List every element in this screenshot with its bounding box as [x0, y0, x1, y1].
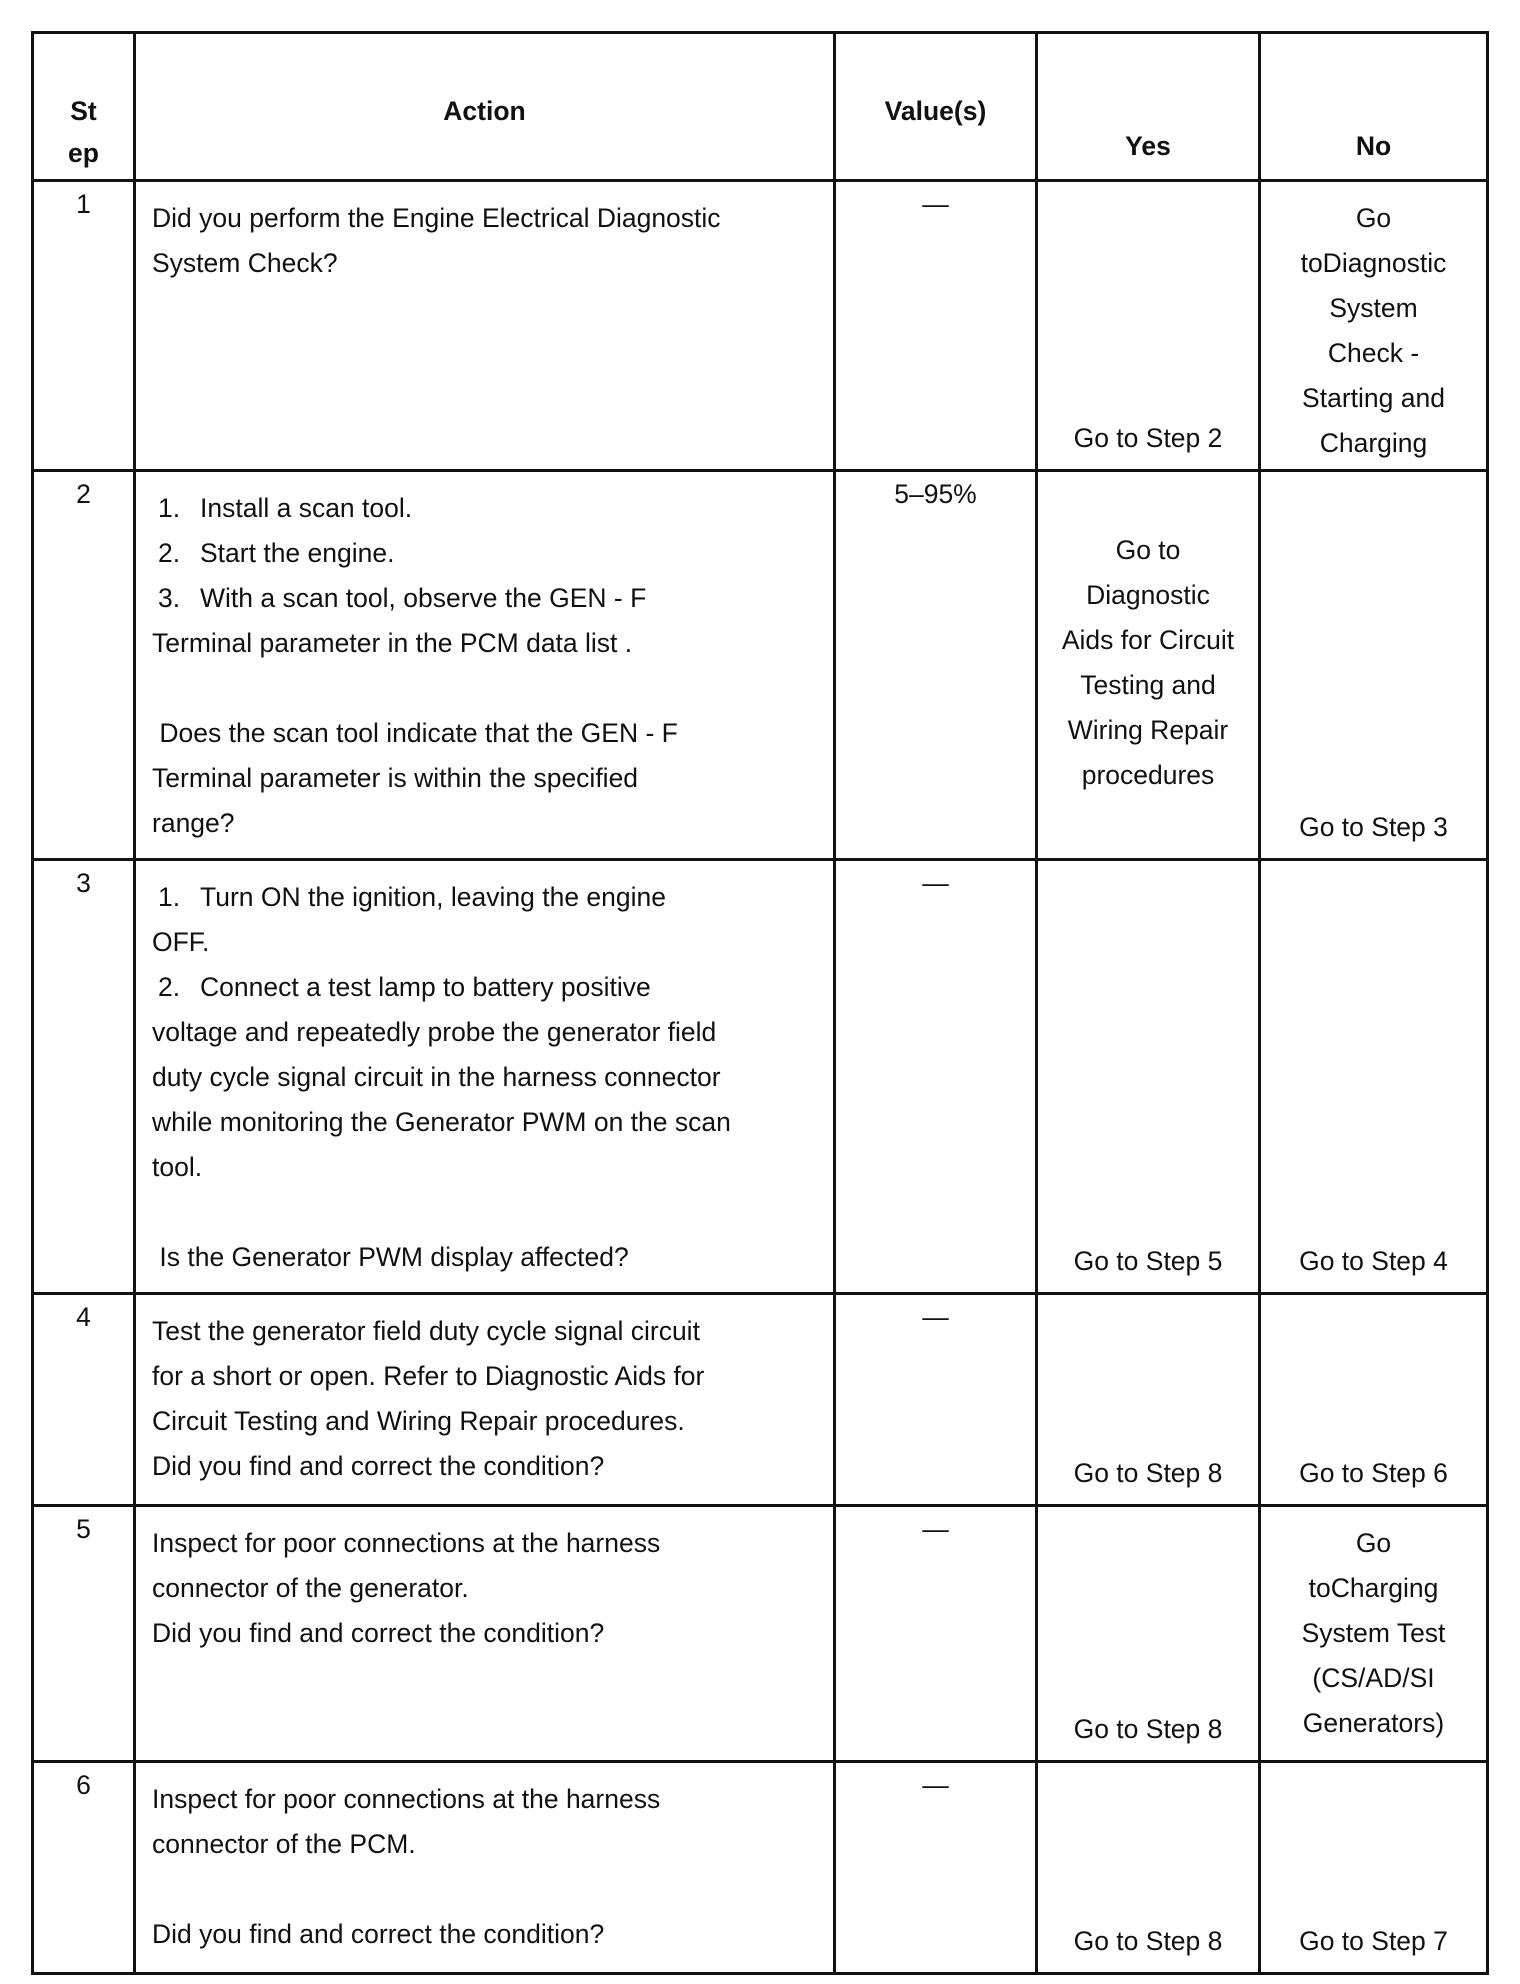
table-row — [33, 471, 1488, 860]
action-cell — [135, 1762, 835, 1974]
no-cell — [1260, 1294, 1488, 1506]
no-line[interactable]: Generators) — [1302, 1708, 1445, 1738]
no-line[interactable]: System — [1329, 293, 1418, 323]
action-line: System Check? — [152, 248, 338, 278]
step-index: 3. — [158, 583, 181, 613]
no-cell — [1260, 1506, 1488, 1762]
action-line: duty cycle signal circuit in the harness connector — [152, 1062, 721, 1092]
header-step-line: St — [70, 96, 97, 126]
action-line: tool. — [152, 1152, 203, 1182]
action-line: Inspect for poor connections at the harness — [152, 1784, 661, 1814]
step-number: 3 — [33, 860, 135, 1294]
yes-link[interactable]: Go to Step 5 — [1073, 1246, 1223, 1276]
value-cell: — — [835, 181, 1037, 471]
yes-link[interactable]: Go to Step 8 — [1073, 1714, 1223, 1744]
action-cell — [135, 471, 835, 860]
value-cell: 5–95% — [835, 471, 1037, 860]
no-line[interactable]: Go — [1355, 203, 1392, 233]
question-line: Did you find and correct the condition? — [152, 1451, 605, 1481]
no-line[interactable]: Check - — [1327, 338, 1420, 368]
action-line: With a scan tool, observe the GEN - F — [200, 583, 647, 613]
question-line: range? — [152, 808, 235, 838]
action-step — [152, 875, 815, 965]
no-line[interactable]: (CS/AD/SI — [1312, 1663, 1435, 1693]
diagnostic-table — [31, 31, 1489, 1975]
no-line[interactable]: toCharging — [1308, 1573, 1439, 1603]
action-line: Install a scan tool. — [200, 493, 413, 523]
action-step — [152, 531, 815, 576]
yes-cell — [1037, 181, 1260, 471]
question-line: Is the Generator PWM display affected? — [152, 1242, 629, 1272]
header-yes: Yes — [1037, 33, 1260, 181]
action-line: Test the generator field duty cycle signal circuit — [152, 1316, 700, 1346]
action-step — [152, 965, 815, 1190]
action-line: while monitoring the Generator PWM on the scan — [152, 1107, 731, 1137]
no-line[interactable]: Starting and — [1302, 383, 1445, 413]
action-line: Terminal parameter in the PCM data list . — [152, 628, 633, 658]
no-line[interactable]: Go — [1355, 1528, 1392, 1558]
step-index: 1. — [158, 882, 181, 912]
no-link[interactable]: Go to Step 7 — [1299, 1926, 1448, 1956]
step-number: 4 — [33, 1294, 135, 1506]
value-cell: — — [835, 860, 1037, 1294]
yes-cell — [1037, 1294, 1260, 1506]
action-step — [152, 486, 815, 531]
table-row — [33, 860, 1488, 1294]
action-step — [152, 576, 815, 666]
no-line[interactable]: Charging — [1319, 428, 1428, 458]
action-line: for a short or open. Refer to Diagnostic Aids for — [152, 1361, 705, 1391]
step-number: 2 — [33, 471, 135, 860]
header-values: Value(s) — [835, 33, 1037, 181]
no-link[interactable]: Go to Step 4 — [1299, 1246, 1448, 1276]
action-line: Start the engine. — [200, 538, 395, 568]
yes-cell — [1037, 1506, 1260, 1762]
value-cell: — — [835, 1294, 1037, 1506]
header-row — [33, 33, 1488, 181]
header-step-line: ep — [68, 138, 99, 168]
action-cell — [135, 1506, 835, 1762]
step-index: 2. — [158, 538, 181, 568]
value-cell: — — [835, 1762, 1037, 1974]
no-line[interactable]: toDiagnostic — [1300, 248, 1447, 278]
no-link[interactable]: Go to Step 6 — [1299, 1458, 1448, 1488]
action-line: OFF. — [152, 927, 210, 957]
table-row — [33, 181, 1488, 471]
no-cell — [1260, 471, 1488, 860]
step-index: 1. — [158, 493, 181, 523]
action-line: Connect a test lamp to battery positive — [200, 972, 651, 1002]
question-line: Did you find and correct the condition? — [152, 1919, 605, 1949]
action-line: connector of the generator. — [152, 1573, 469, 1603]
yes-line[interactable]: Wiring Repair — [1067, 715, 1229, 745]
step-index: 2. — [158, 972, 181, 1002]
question-line: Did you find and correct the condition? — [152, 1618, 605, 1648]
step-number: 1 — [33, 181, 135, 471]
yes-line[interactable]: procedures — [1081, 760, 1215, 790]
no-cell — [1260, 1762, 1488, 1974]
yes-line[interactable]: Aids for Circuit — [1061, 625, 1235, 655]
yes-line[interactable]: Diagnostic — [1086, 580, 1210, 610]
yes-line[interactable]: Testing and — [1080, 670, 1216, 700]
header-no: No — [1260, 33, 1488, 181]
no-line[interactable]: System Test — [1301, 1618, 1446, 1648]
action-line: voltage and repeatedly probe the generator field — [152, 1017, 717, 1047]
header-action: Action — [135, 33, 835, 181]
action-line: Did you perform the Engine Electrical Diagnostic — [152, 203, 721, 233]
yes-link[interactable]: Go to Step 2 — [1073, 423, 1223, 453]
value-cell: — — [835, 1506, 1037, 1762]
action-line: Inspect for poor connections at the harness — [152, 1528, 661, 1558]
header-step — [33, 33, 135, 181]
question-line: Does the scan tool indicate that the GEN - F — [152, 718, 678, 748]
no-cell — [1260, 181, 1488, 471]
step-number: 6 — [33, 1762, 135, 1974]
action-steps — [152, 486, 815, 666]
no-cell — [1260, 860, 1488, 1294]
table-row — [33, 1762, 1488, 1974]
yes-link[interactable]: Go to Step 8 — [1073, 1926, 1223, 1956]
action-line: Circuit Testing and Wiring Repair procedures. — [152, 1406, 685, 1436]
step-number: 5 — [33, 1506, 135, 1762]
action-line: connector of the PCM. — [152, 1829, 416, 1859]
action-cell — [135, 860, 835, 1294]
table-row — [33, 1294, 1488, 1506]
no-link[interactable]: Go to Step 3 — [1299, 812, 1448, 842]
table-row — [33, 1506, 1488, 1762]
action-cell — [135, 181, 835, 471]
yes-link[interactable]: Go to Step 8 — [1073, 1458, 1223, 1488]
question-line: Terminal parameter is within the specified — [152, 763, 639, 793]
yes-cell — [1037, 471, 1260, 860]
yes-line[interactable]: Go to — [1115, 535, 1181, 565]
action-line: Turn ON the ignition, leaving the engine — [200, 882, 667, 912]
yes-cell — [1037, 860, 1260, 1294]
yes-cell — [1037, 1762, 1260, 1974]
action-cell — [135, 1294, 835, 1506]
action-steps — [152, 875, 815, 1190]
